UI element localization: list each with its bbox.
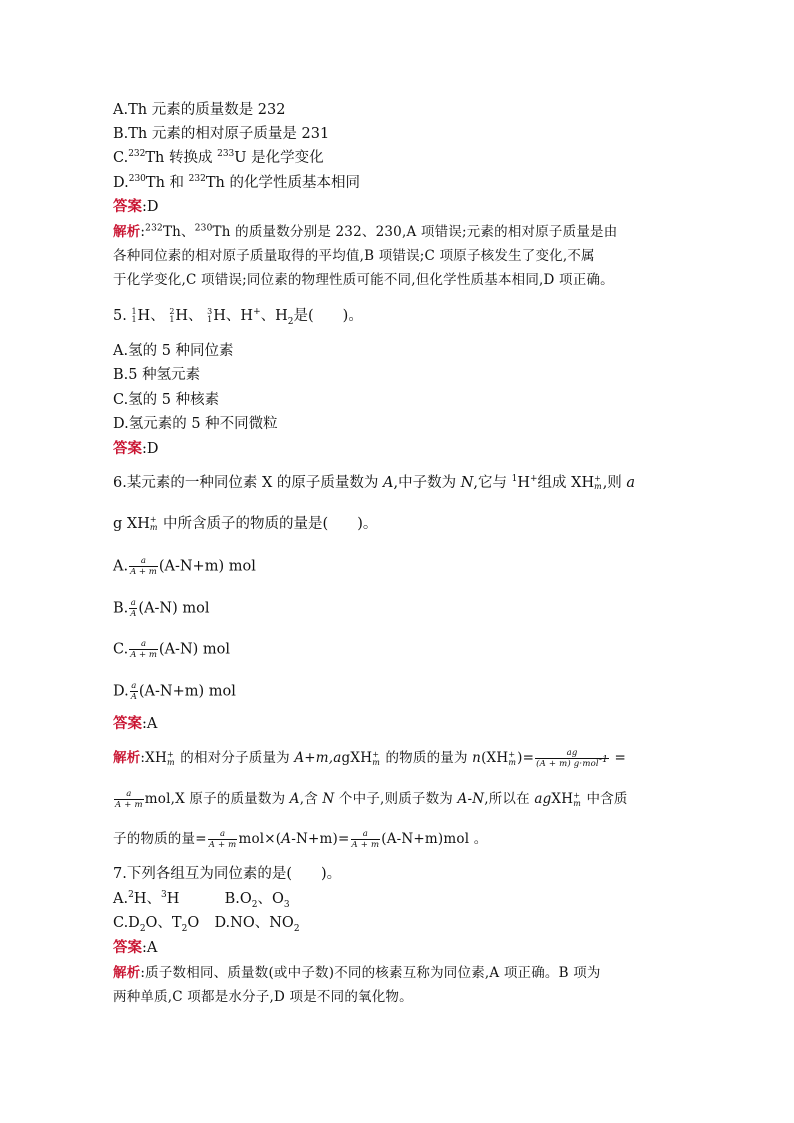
q7-explanation-line1: 解析:质子数相同、质量数(或中子数)不同的核素互称为同位素,A 项正确。B 项为 — [113, 965, 601, 981]
answer-label: 答案 — [113, 939, 142, 956]
q4-option-b: B.Th 元素的相对原子质量是 231 — [113, 126, 330, 142]
q5-option-a: A.氢的 5 种同位素 — [113, 343, 234, 359]
q7-explanation-line2: 两种单质,C 项都是水分子,D 项是不同的氧化物。 — [113, 989, 413, 1005]
q6-option-a: A. $\frac{a}{A + m}$ (A-N+m) mol — [113, 556, 256, 577]
q4-explanation-line1: 解析:$^{232}$Th、$^{230}$Th 的质量数分别是 232、230,A 项错误;元素的相对原子质量是由 — [113, 223, 618, 240]
q6-answer: 答案:A — [113, 715, 158, 732]
q7-options-row1 — [113, 889, 290, 909]
q7-option-d: D.NO、$NO_2$ — [214, 915, 300, 934]
q7-option-a: A.$^2$H、$^3$H — [113, 890, 180, 907]
q6-option-d: D. $\frac{a}{A}$ (A-N+m) mol — [113, 681, 236, 702]
answer-label: 答案 — [113, 715, 142, 732]
q6-option-c: C. $\frac{a}{A + m}$ (A-N) mol — [113, 639, 231, 660]
q7-option-b: $B.O_2$、$O_3$ — [224, 891, 290, 910]
q4-explanation-line2: 各种同位素的相对原子质量取得的平均值,B 项错误;C 项原子核发生了变化,不属 — [113, 248, 595, 264]
q5-option-d: D.氢元素的 5 种不同微粒 — [113, 416, 278, 432]
q6-stem-line2: g XH + m 中所含质子的物质的量是( )。 — [113, 515, 378, 532]
explanation-label: 解析 — [113, 224, 141, 240]
q6-explanation-line3: 子的物质的量= $\frac{a}{A + m}$ mol×(A-N+m)= $\frac{a}{A + m}$ (A-N+m)mol 。 — [113, 829, 488, 850]
q7-option-c: $C.D_2O$、$T_2O$ — [113, 915, 200, 934]
q4-option-a: A.Th 元素的质量数是 232 — [113, 102, 286, 118]
q4-option-d: D.$^{230}$Th 和 $^{232}$Th 的化学性质基本相同 — [113, 174, 360, 191]
q6-stem-line1: 6.某元素的一种同位素 X 的原子质量数为 A,中子数为 N,它与 $^1$H+组成 XH + m,则 a — [113, 474, 636, 491]
q4-option-c: C.$^{232}$Th 转换成 $^{233}$U 是化学变化 — [113, 149, 324, 166]
q5-stem: 5. 1 1 H、 2 1 H、 3 1 H、H+、$H_2$是( )。 — [113, 307, 363, 327]
q7-options-row2 — [113, 913, 300, 933]
explanation-label: 解析 — [113, 965, 141, 981]
q6-explanation-line2: $\frac{a}{A + m}$ mol,X 原子的质量数为 A,含 N 个中子,则质子数为 A-N,所以在 agXH + m 中含质 — [115, 789, 628, 810]
q4-answer: 答案:D — [113, 198, 159, 215]
q6-option-b: B. $\frac{a}{A}$ (A-N) mol — [113, 598, 210, 619]
q5-answer: 答案:D — [113, 440, 159, 457]
q7-stem: 7.下列各组互为同位素的是( )。 — [113, 866, 342, 882]
q7-answer: 答案:A — [113, 939, 158, 956]
q5-option-b: B.5 种氢元素 — [113, 367, 201, 383]
explanation-label: 解析 — [113, 750, 141, 766]
q5-option-c: C.氢的 5 种核素 — [113, 392, 220, 408]
answer-label: 答案 — [113, 198, 142, 215]
q6-explanation-line1: 解析:XH + m 的相对分子质量为 A+m,agXH + m 的物质的量为 n(XH + m)= $\frac{ag}{(A + m) g\cdot mol^{-1}}$ = — [113, 748, 627, 769]
answer-label: 答案 — [113, 440, 142, 457]
q4-explanation-line3: 于化学变化,C 项错误;同位素的物理性质可能不同,但化学性质基本相同,D 项正确。 — [113, 272, 614, 288]
